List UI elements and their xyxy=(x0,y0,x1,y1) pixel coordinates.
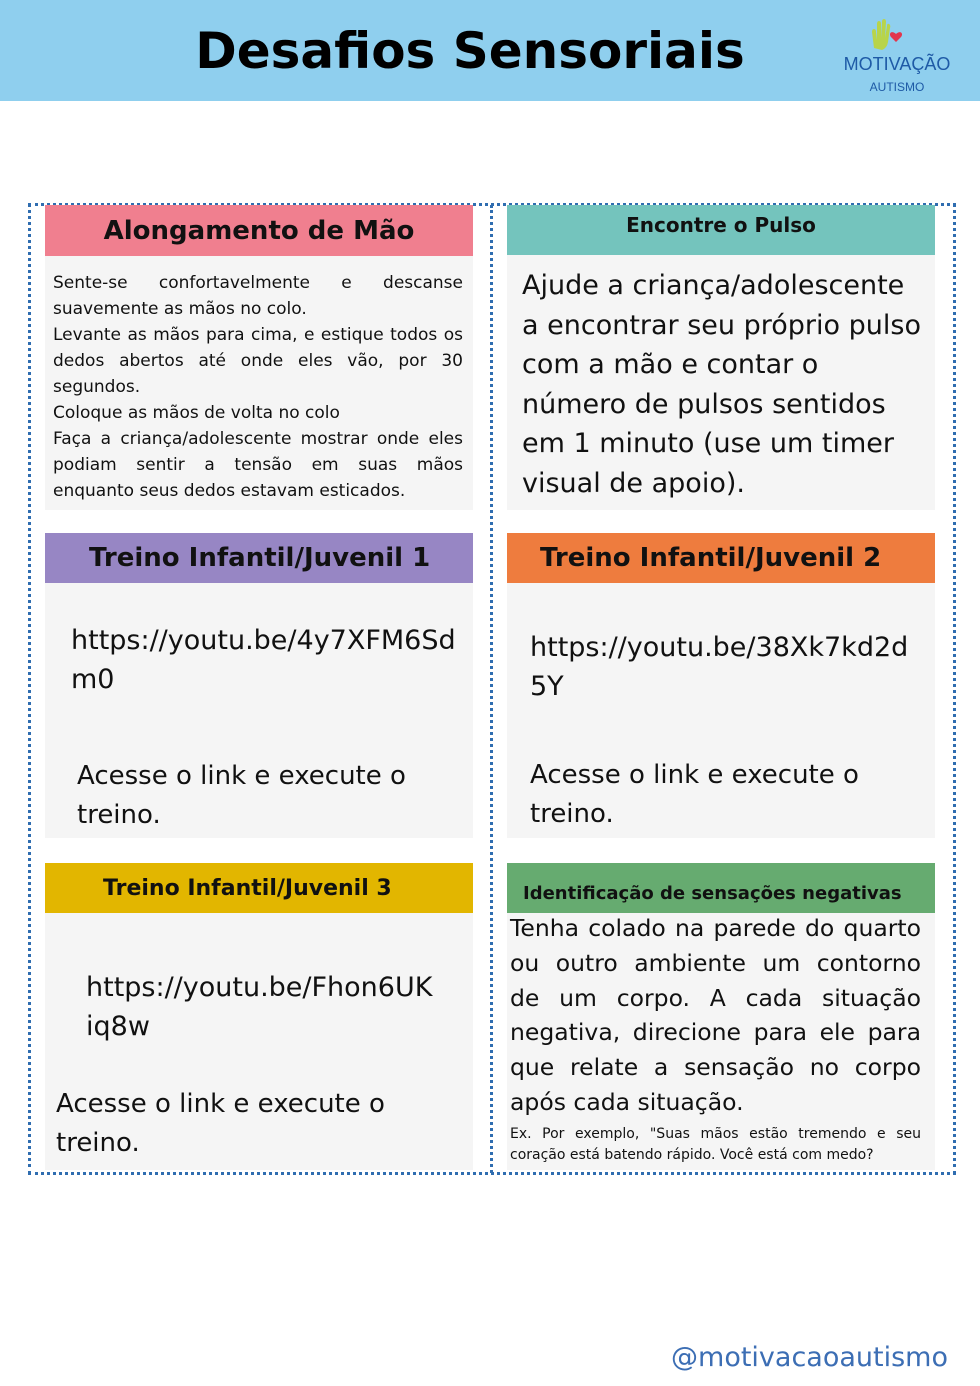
alongamento-step-2: Levante as mãos para cima, e estique todos os dedos abertos até onde eles vão, por 30 segundos. xyxy=(53,325,463,397)
treino-2-link[interactable]: https://youtu.be/38Xk7kd2d5Y xyxy=(530,632,909,702)
card-negativas-body: Tenha colado na parede do quarto ou outro ambiente um contorno de um corpo. A cada situação negativa, direcione para ele para que relate a sensação no corpo após cada situação. xyxy=(510,914,921,1116)
card-treino-3-title-text: Treino Infantil/Juvenil 3 xyxy=(103,875,392,901)
alongamento-step-3: Coloque as mãos de volta no colo xyxy=(53,403,340,423)
alongamento-step-1: Sente-se confortavelmente e descanse suavemente as mãos no colo. xyxy=(53,273,463,319)
card-negativas-example: Ex. Por exemplo, "Suas mãos estão tremendo e seu coração está batendo rápido. Você está com medo? xyxy=(510,1126,921,1163)
page-title: Desafios Sensoriais xyxy=(195,22,745,80)
treino-1-link[interactable]: https://youtu.be/4y7XFM6Sdm0 xyxy=(71,625,456,695)
card-treino-1-title-text: Treino Infantil/Juvenil 1 xyxy=(89,543,431,573)
card-pulso-title-text: Encontre o Pulso xyxy=(626,213,816,237)
card-treino-3-title xyxy=(45,863,473,913)
card-alongamento-title xyxy=(45,205,473,256)
card-alongamento-title-text: Alongamento de Mão xyxy=(103,215,415,246)
card-negativas-title-text: Identificação de sensações negativas xyxy=(523,882,902,904)
card-pulso-title xyxy=(507,205,935,255)
brand-logo xyxy=(838,18,958,98)
header-banner xyxy=(0,0,980,101)
card-treino-2-title xyxy=(507,533,935,583)
treino-3-link[interactable]: https://youtu.be/Fhon6UKiq8w xyxy=(86,972,433,1042)
card-negativas-title xyxy=(507,863,935,913)
card-alongamento-body xyxy=(53,270,463,504)
hand-heart-icon xyxy=(868,18,908,52)
logo-subtext: AUTISMO xyxy=(869,80,925,94)
treino-3-instruction: Acesse o link e execute o treino. xyxy=(56,1089,385,1158)
card-treino-1-title xyxy=(45,533,473,583)
logo-text: MOTIVAÇÃO xyxy=(843,54,951,74)
treino-1-instruction: Acesse o link e execute o treino. xyxy=(77,761,406,830)
card-pulso-body: Ajude a criança/adolescente a encontrar seu próprio pulso com a mão e contar o número de pulsos sentidos em 1 minuto (use um timer visual de apoio). xyxy=(522,270,921,499)
social-handle: @motivacaoautismo xyxy=(671,1342,948,1373)
treino-2-instruction: Acesse o link e execute o treino. xyxy=(530,760,859,829)
card-treino-2-title-text: Treino Infantil/Juvenil 2 xyxy=(540,543,882,573)
column-divider xyxy=(490,205,493,1173)
alongamento-step-4: Faça a criança/adolescente mostrar onde eles podiam sentir a tensão em suas mãos enquanto seus dedos estavam esticados. xyxy=(53,429,463,501)
